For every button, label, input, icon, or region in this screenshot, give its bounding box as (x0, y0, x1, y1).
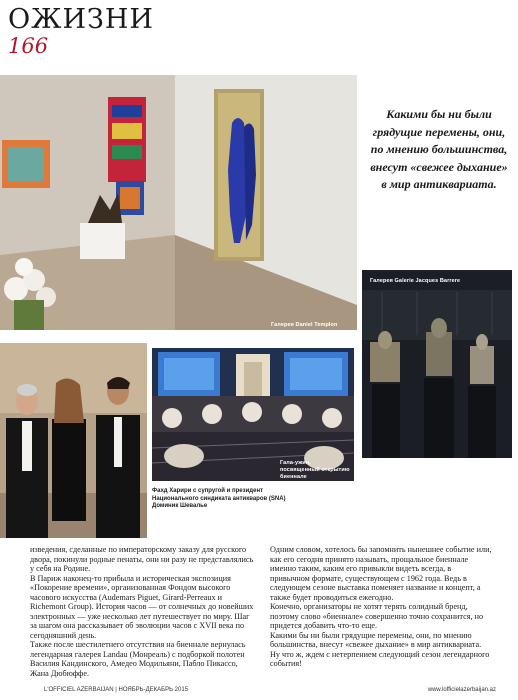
page-number: 166 (8, 34, 49, 58)
body-paragraph: Также после шестилетнего отсутствия на биеннале вернулась легендарная галерея Landau (Монреаль) с подборкой полотен Василия Кандинского, Амедео Модильяни, Пабло Пикассо, Жана Дюбюффе. (30, 640, 246, 678)
body-column-left (30, 545, 256, 678)
body-paragraph: Какими бы ни были грядущие перемены, они, по мнению большинства, внесут «свежее дыхание» в мир антиквариата. (270, 630, 482, 649)
gallery-barrere-caption: Галерея Galerie Jacques Barrere (370, 278, 461, 284)
section-title: ОЖИЗНИ (8, 4, 154, 35)
gala-dinner-caption-text: Гала-ужин, посвященный открытию биеннале (280, 460, 350, 480)
body-paragraph: Одним словом, хотелось бы запомнить нынешнее событие или, как его сегодня принято называть, прощальное биеннале именно таким, каким его привыкли видеть всегда, в привычном формате, существующем с 1962 года. Ведь в следующем сезоне выставка поменяет название и концепт, а также будет проводиться ежегодно. (270, 545, 492, 602)
body-paragraph: Ну что ж, ждем с нетерпением следующий сезон легендарного события! (270, 649, 490, 668)
pull-quote: Какими бы ни были грядущие перемены, они, по мнению большинства, внесут «свежее дыхание» в мир антиквариата. (370, 107, 508, 191)
gala-dinner-photo (152, 348, 354, 481)
fahd-hariri-photo (0, 343, 147, 538)
gallery-barrere-photo (362, 270, 512, 458)
footer-website: www.lofficielazerbaijan.az (427, 687, 496, 693)
gala-dinner-caption (280, 460, 350, 481)
body-paragraph: изведения, сделанные по императорскому заказу для русского двора, покинули родные пенаты, они ни разу не представлялись у себя на Родине. (30, 545, 254, 573)
body-paragraph: В Париж наконец-то прибыла и историческая экспозиция «Покорение времени», организованная Фондом высокого часового искусства (Audemars Piguet, Girard-Perreaux и Richemont Group). История часов — от солнечных до новейших электронных — уже несколько лет путешествует по миру. Шаг за шагом она рассказывает об эволюции часов с XVII века по сегодняшний день. (30, 573, 254, 640)
gallery-templon-photo (0, 75, 357, 330)
body-paragraph: Конечно, организаторы не хотят терять солидный бренд, поэтому слово «биеннале» совершенно точно сохранится, но придется добавить что-то еще. (270, 602, 484, 630)
body-column-right (270, 545, 492, 669)
gallery-templon-caption: Галерея Daniel Templon (271, 322, 338, 328)
footer-magazine-issue: L'OFFICIEL AZERBAIJAN | НОЯБРЬ-ДЕКАБРЬ 2015 (44, 687, 189, 693)
fahd-hariri-caption: Фахд Харири с супругой и президент Национального синдиката антикваров (SNA) Доминик Шевалье (152, 488, 286, 509)
